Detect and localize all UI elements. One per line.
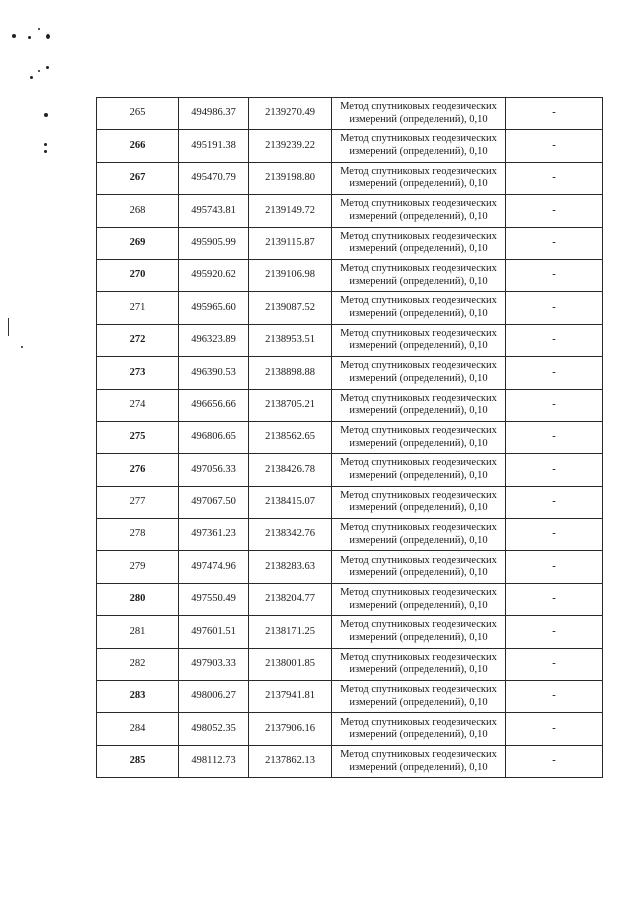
point-number: 276	[97, 454, 179, 486]
error-value: -	[506, 454, 603, 486]
method-cell	[332, 162, 506, 194]
method-line-2: измерений (определений), 0,10	[349, 729, 488, 741]
point-number: 269	[97, 227, 179, 259]
method-line-1: Метод спутниковых геодезических	[340, 651, 497, 663]
method-line-2: измерений (определений), 0,10	[349, 599, 488, 611]
point-number: 273	[97, 357, 179, 389]
point-number: 268	[97, 195, 179, 227]
method-line-1: Метод спутниковых геодезических	[340, 133, 497, 145]
coord-y: 2137862.13	[249, 745, 332, 777]
coord-x: 494986.37	[179, 98, 249, 130]
method-cell	[332, 195, 506, 227]
table-row	[97, 130, 603, 162]
table-row	[97, 648, 603, 680]
coord-x: 496656.66	[179, 389, 249, 421]
coord-y: 2138953.51	[249, 324, 332, 356]
table-row	[97, 357, 603, 389]
method-cell	[332, 389, 506, 421]
method-line-2: измерений (определений), 0,10	[349, 502, 488, 514]
method-line-2: измерений (определений), 0,10	[349, 469, 488, 481]
table-row	[97, 713, 603, 745]
coord-y: 2137906.16	[249, 713, 332, 745]
coord-x: 495743.81	[179, 195, 249, 227]
coord-y: 2139149.72	[249, 195, 332, 227]
coord-x: 495470.79	[179, 162, 249, 194]
method-cell	[332, 324, 506, 356]
method-line-1: Метод спутниковых геодезических	[340, 748, 497, 760]
method-line-2: измерений (определений), 0,10	[349, 146, 488, 158]
point-number: 272	[97, 324, 179, 356]
method-line-2: измерений (определений), 0,10	[349, 405, 488, 417]
method-line-1: Метод спутниковых геодезических	[340, 425, 497, 436]
point-number: 278	[97, 519, 179, 551]
point-number: 267	[97, 162, 179, 194]
point-number: 266	[97, 130, 179, 162]
coord-y: 2138898.88	[249, 357, 332, 389]
method-line-1: Метод спутниковых геодезических	[340, 392, 497, 404]
method-line-1: Метод спутниковых геодезических	[340, 554, 497, 566]
coord-x: 497474.96	[179, 551, 249, 583]
table-row	[97, 519, 603, 551]
coord-x: 497903.33	[179, 648, 249, 680]
error-value: -	[506, 421, 603, 453]
error-value: -	[506, 713, 603, 745]
method-line-1: Метод спутниковых геодезических	[340, 230, 497, 242]
method-line-1: Метод спутниковых геодезических	[340, 101, 497, 113]
method-line-2: измерений (определений), 0,10	[349, 534, 488, 546]
coord-y: 2138171.25	[249, 616, 332, 648]
error-value: -	[506, 98, 603, 130]
coord-x: 496806.65	[179, 421, 249, 453]
method-line-1: Метод спутниковых геодезических	[340, 165, 497, 177]
method-line-1: Метод спутниковых геодезических	[340, 295, 497, 307]
error-value: -	[506, 259, 603, 291]
coordinates-table-body	[97, 98, 603, 778]
method-line-2: измерений (определений), 0,10	[349, 340, 488, 352]
table-row	[97, 745, 603, 777]
table-row	[97, 162, 603, 194]
coord-x: 498006.27	[179, 681, 249, 713]
method-line-1: Метод спутниковых геодезических	[340, 457, 497, 469]
coord-y: 2138342.76	[249, 519, 332, 551]
table-row	[97, 259, 603, 291]
method-cell	[332, 745, 506, 777]
point-number: 271	[97, 292, 179, 324]
coord-y: 2138426.78	[249, 454, 332, 486]
point-number: 285	[97, 745, 179, 777]
point-number: 282	[97, 648, 179, 680]
method-line-1: Метод спутниковых геодезических	[340, 586, 497, 598]
coord-y: 2139115.87	[249, 227, 332, 259]
coord-x: 496323.89	[179, 324, 249, 356]
table-row	[97, 292, 603, 324]
method-line-1: Метод спутниковых геодезических	[340, 716, 497, 728]
coord-x: 497601.51	[179, 616, 249, 648]
table-row	[97, 389, 603, 421]
point-number: 280	[97, 583, 179, 615]
error-value: -	[506, 292, 603, 324]
point-number: 265	[97, 98, 179, 130]
coord-y: 2137941.81	[249, 681, 332, 713]
error-value: -	[506, 551, 603, 583]
table-row	[97, 195, 603, 227]
table-row	[97, 98, 603, 130]
coord-x: 498052.35	[179, 713, 249, 745]
point-number: 275	[97, 421, 179, 453]
coord-y: 2138705.21	[249, 389, 332, 421]
table-row	[97, 227, 603, 259]
method-cell	[332, 713, 506, 745]
method-line-1: Метод спутниковых геодезических	[340, 619, 497, 631]
error-value: -	[506, 519, 603, 551]
coord-x: 498112.73	[179, 745, 249, 777]
method-line-1: Метод спутниковых геодезических	[340, 263, 497, 275]
method-line-2: измерений (определений), 0,10	[349, 696, 488, 708]
table-row	[97, 486, 603, 518]
method-cell	[332, 583, 506, 615]
error-value: -	[506, 227, 603, 259]
method-cell	[332, 616, 506, 648]
method-line-2: измерений (определений), 0,10	[349, 243, 488, 255]
method-line-2: измерений (определений), 0,10	[349, 308, 488, 320]
error-value: -	[506, 195, 603, 227]
error-value: -	[506, 357, 603, 389]
table-row	[97, 551, 603, 583]
coord-y: 2139106.98	[249, 259, 332, 291]
error-value: -	[506, 616, 603, 648]
method-line-2: измерений (определений), 0,10	[349, 761, 488, 773]
coord-y: 2138283.63	[249, 551, 332, 583]
method-cell	[332, 259, 506, 291]
coord-y: 2139239.22	[249, 130, 332, 162]
method-cell	[332, 519, 506, 551]
point-number: 279	[97, 551, 179, 583]
method-line-1: Метод спутниковых геодезических	[340, 522, 497, 534]
coord-y: 2139087.52	[249, 292, 332, 324]
method-cell	[332, 681, 506, 713]
error-value: -	[506, 681, 603, 713]
error-value: -	[506, 324, 603, 356]
method-cell	[332, 292, 506, 324]
coord-x: 497067.50	[179, 486, 249, 518]
error-value: -	[506, 583, 603, 615]
coord-y: 2139198.80	[249, 162, 332, 194]
coord-x: 495905.99	[179, 227, 249, 259]
method-cell	[332, 98, 506, 130]
coord-x: 495191.38	[179, 130, 249, 162]
error-value: -	[506, 162, 603, 194]
method-line-2: измерений (определений), 0,10	[349, 210, 488, 222]
method-line-2: измерений (определений), 0,10	[349, 631, 488, 643]
method-cell	[332, 130, 506, 162]
error-value: -	[506, 389, 603, 421]
coord-x: 496390.53	[179, 357, 249, 389]
point-number: 277	[97, 486, 179, 518]
table-row	[97, 324, 603, 356]
coord-x: 497550.49	[179, 583, 249, 615]
method-cell	[332, 454, 506, 486]
method-cell	[332, 227, 506, 259]
table-row	[97, 454, 603, 486]
method-line-2: измерений (определений), 0,10	[349, 275, 488, 287]
error-value: -	[506, 745, 603, 777]
method-cell	[332, 357, 506, 389]
error-value: -	[506, 130, 603, 162]
method-line-1: Метод спутниковых геодезических	[340, 684, 497, 696]
error-value: -	[506, 648, 603, 680]
point-number: 281	[97, 616, 179, 648]
method-cell	[332, 421, 506, 453]
table-row	[97, 421, 603, 453]
method-cell	[332, 648, 506, 680]
coord-y: 2138001.85	[249, 648, 332, 680]
method-line-2: измерений (определений), 0,10	[349, 372, 488, 384]
method-cell	[332, 486, 506, 518]
method-line-2: измерений (определений), 0,10	[349, 664, 488, 676]
error-value: -	[506, 486, 603, 518]
method-line-1: Метод спутниковых геодезических	[340, 327, 497, 339]
point-number: 274	[97, 389, 179, 421]
coordinates-table	[96, 97, 603, 778]
method-line-2: измерений (определений), 0,10	[349, 437, 488, 449]
table-row	[97, 583, 603, 615]
method-line-2: измерений (определений), 0,10	[349, 567, 488, 579]
point-number: 270	[97, 259, 179, 291]
coord-x: 495920.62	[179, 259, 249, 291]
method-line-1: Метод спутниковых геодезических	[340, 198, 497, 210]
coord-x: 495965.60	[179, 292, 249, 324]
point-number: 284	[97, 713, 179, 745]
coord-x: 497361.23	[179, 519, 249, 551]
method-cell	[332, 551, 506, 583]
method-line-2: измерений (определений), 0,10	[349, 178, 488, 190]
coord-y: 2139270.49	[249, 98, 332, 130]
coord-y: 2138562.65	[249, 421, 332, 453]
coord-y: 2138415.07	[249, 486, 332, 518]
method-line-1: Метод спутниковых геодезических	[340, 489, 497, 501]
method-line-2: измерений (определений), 0,10	[349, 113, 488, 125]
coord-x: 497056.33	[179, 454, 249, 486]
table-row	[97, 681, 603, 713]
coord-y: 2138204.77	[249, 583, 332, 615]
method-line-1: Метод спутниковых геодезических	[340, 360, 497, 372]
point-number: 283	[97, 681, 179, 713]
table-row	[97, 616, 603, 648]
